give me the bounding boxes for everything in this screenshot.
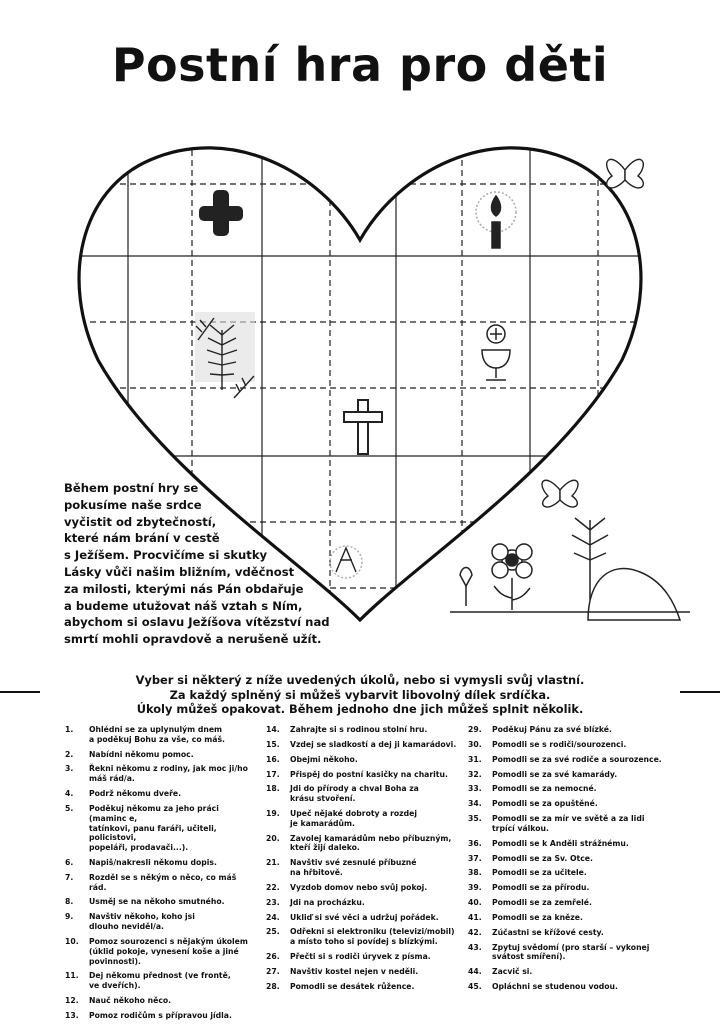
task-text: Pomodli se za kněze.	[492, 912, 583, 922]
flowers-illustration	[450, 518, 690, 620]
task-number: 30.	[468, 739, 482, 749]
task-number: 8.	[65, 897, 74, 907]
task-number: 5.	[65, 803, 74, 813]
task-number: 1.	[65, 725, 74, 734]
task-item	[65, 858, 255, 868]
task-text: Pomodli se za mír ve světě a za lidi trpící válkou.	[492, 814, 645, 833]
intro-line: s Ježíšem. Procvičíme si skutky	[64, 548, 268, 563]
task-text: Zpytuj svědomí (pro starší – vykonej svátost smíření).	[492, 942, 650, 962]
task-number: 15.	[266, 739, 280, 749]
instruction-line: Úkoly můžeš opakovat. Během jednoho dne jich můžeš splnit několik.	[136, 702, 584, 716]
task-text: Zúčastni se křížové cesty.	[492, 927, 604, 937]
task-text: Navštiv kostel nejen v neděli.	[290, 966, 419, 976]
task-item	[266, 913, 466, 923]
task-item	[266, 784, 466, 804]
task-text: Pomodli se k Anděli strážnému.	[492, 838, 629, 848]
task-number: 31.	[468, 754, 482, 764]
task-item	[65, 750, 255, 760]
intro-line: pokusíme naše srdce	[64, 497, 202, 512]
task-number: 9.	[65, 912, 74, 922]
task-item	[468, 799, 668, 809]
task-number: 14.	[266, 725, 280, 734]
task-text: Odřekni si elektroniku (televizi/mobil) a místo toho si povídej s blízkými.	[290, 927, 455, 947]
task-number: 43.	[468, 942, 482, 952]
task-number: 22.	[266, 882, 280, 892]
task-text: Obejmi někoho.	[290, 754, 358, 764]
task-item	[468, 928, 668, 938]
task-text: Navštiv své zesnulé příbuzné na hřbitově.	[290, 858, 417, 878]
task-item	[266, 834, 466, 854]
task-number: 4.	[65, 789, 74, 799]
task-item	[266, 982, 466, 992]
task-item	[65, 725, 255, 745]
butterfly-icon-2	[542, 480, 578, 507]
task-item	[266, 725, 466, 735]
page-title: Postní hra pro děti	[111, 38, 609, 92]
task-number: 26.	[266, 952, 280, 962]
instruction-line: Za každý splněný si můžeš vybarvit libovolný dílek srdíčka.	[169, 687, 551, 702]
task-item	[468, 868, 668, 878]
task-number: 2.	[65, 749, 74, 759]
task-item	[65, 873, 255, 893]
task-text: Pomodli se desátek růžence.	[290, 981, 415, 991]
task-item	[468, 854, 668, 864]
task-number: 12.	[65, 996, 79, 1006]
task-number: 38.	[468, 868, 482, 878]
task-text: Pomodli se za své rodiče a sourozence.	[492, 754, 662, 764]
intro-line: které nám brání v cestě	[64, 531, 220, 546]
task-number: 42.	[468, 927, 482, 937]
task-text: Ohlédni se za uplynulým dnem a poděkuj Bohu za vše, co máš.	[89, 725, 225, 744]
task-item	[468, 770, 668, 780]
task-text: Zavolej kamarádům nebo příbuzným, kteří žijí daleko.	[290, 833, 452, 853]
task-item	[468, 913, 668, 923]
task-text: Jdi do přírody a chval Boha za krásu stvoření.	[290, 784, 419, 804]
task-text: Napiš/nakresli někomu dopis.	[89, 858, 217, 867]
task-item	[266, 740, 466, 750]
task-item	[65, 912, 255, 932]
task-item	[468, 725, 668, 735]
task-number: 34.	[468, 799, 482, 809]
task-item	[65, 897, 255, 907]
task-item	[468, 839, 668, 849]
task-number: 44.	[468, 967, 482, 977]
task-text: Navštiv někoho, koho jsi dlouho neviděl/a.	[89, 912, 195, 932]
task-item	[468, 755, 668, 765]
task-item	[266, 883, 466, 893]
task-text: Usměj se na někoho smutného.	[89, 897, 225, 907]
task-number: 32.	[468, 769, 482, 779]
task-number: 7.	[65, 872, 74, 882]
task-number: 11.	[65, 971, 79, 981]
task-text: Opláchni se studenou vodou.	[492, 982, 618, 992]
task-number: 45.	[468, 982, 482, 992]
task-text: Pomodli se za Sv. Otce.	[492, 853, 593, 863]
intro-line: abychom si oslavu Ježíšova vítězství nad	[64, 615, 330, 630]
task-item	[266, 755, 466, 765]
cross-icon	[344, 400, 382, 454]
task-text: Pomodli se za opuštěné.	[492, 799, 598, 809]
task-number: 19.	[266, 809, 280, 819]
task-number: 20.	[266, 833, 280, 843]
task-text: Poděkuj někomu za jeho práci (maminc e, tatínkovi, panu faráři, učiteli, policistovi, popeláři, prodavači...).	[89, 803, 219, 853]
task-number: 28.	[266, 981, 280, 991]
task-text: Zahrajte si s rodinou stolní hru.	[290, 725, 428, 734]
task-number: 3.	[65, 764, 74, 774]
task-text: Nauč někoho něco.	[89, 996, 172, 1006]
task-number: 6.	[65, 858, 74, 867]
instructions	[0, 673, 720, 717]
task-item	[65, 937, 255, 966]
task-item	[65, 804, 255, 853]
task-item	[65, 1011, 255, 1021]
task-text: Pomoz sourozenci s nějakým úkolem (úklid pokoje, vynesení koše a jiné povinnosti).	[89, 936, 248, 966]
task-number: 10.	[65, 936, 79, 946]
intro-line: a budeme utužovat náš vztah s Ním,	[64, 598, 303, 613]
task-number: 25.	[266, 927, 280, 937]
task-number: 13.	[65, 1010, 79, 1020]
task-text: Poděkuj Pánu za své blízké.	[492, 725, 612, 734]
task-number: 40.	[468, 898, 482, 908]
task-item	[468, 814, 668, 834]
intro-line: Lásky vůči našim bližním, vděčnost	[64, 564, 295, 579]
task-text: Pomodli se za své kamarády.	[492, 769, 618, 779]
task-number: 23.	[266, 897, 280, 907]
task-text: Podrž někomu dveře.	[89, 789, 182, 799]
task-text: Přečti si s rodiči úryvek z písma.	[290, 952, 431, 962]
task-text: Pomodli se za nemocné.	[492, 784, 597, 794]
task-item	[266, 967, 466, 977]
task-number: 18.	[266, 784, 280, 794]
task-item	[266, 809, 466, 829]
task-number: 41.	[468, 912, 482, 922]
task-item	[468, 898, 668, 908]
task-item	[468, 740, 668, 750]
intro-line: vyčistit od zbytečností,	[64, 514, 217, 529]
palm-branch-icon	[195, 312, 255, 398]
task-text: Pomodli se za přírodu.	[492, 883, 590, 893]
task-item	[266, 898, 466, 908]
candle-icon	[476, 192, 516, 248]
intro-line: Během postní hry se	[64, 481, 199, 495]
task-number: 24.	[266, 912, 280, 922]
task-number: 37.	[468, 853, 482, 863]
task-item	[65, 789, 255, 799]
task-text: Ukliď si své věci a udržuj pořádek.	[290, 912, 439, 922]
task-text: Nabídni někomu pomoc.	[89, 749, 194, 759]
butterfly-icon	[607, 159, 644, 187]
intro-line: smrtí mohli opravdově a nerušeně užít.	[64, 632, 322, 647]
task-number: 21.	[266, 858, 280, 868]
task-text: Pomodli se za zemřelé.	[492, 898, 592, 908]
task-number: 29.	[468, 725, 482, 734]
task-text: Řekni někomu z rodiny, jak moc ji/ho máš rád/a.	[89, 764, 248, 784]
task-text: Vzdej se sladkostí a dej ji kamarádovi.	[290, 739, 457, 749]
task-item	[65, 764, 255, 784]
task-text: Zacvič si.	[492, 967, 533, 977]
task-text: Dej někomu přednost (ve frontě, ve dveřích).	[89, 971, 231, 991]
task-item	[65, 971, 255, 991]
task-text: Pomodli se s rodiči/sourozenci.	[492, 739, 627, 749]
task-column-3	[468, 725, 668, 997]
task-number: 39.	[468, 883, 482, 893]
task-text: Přispěj do postní kasičky na charitu.	[290, 769, 448, 779]
task-text: Pomoz rodičům s přípravou jídla.	[89, 1010, 232, 1020]
intro-line: za milosti, kterými nás Pán obdařuje	[64, 581, 304, 596]
task-item	[266, 858, 466, 878]
task-item	[468, 982, 668, 992]
task-item	[468, 784, 668, 794]
task-item	[65, 996, 255, 1006]
task-text: Jdi na procházku.	[290, 897, 365, 907]
task-item	[266, 927, 466, 947]
task-item	[468, 943, 668, 963]
task-number: 27.	[266, 966, 280, 976]
task-column-2	[266, 725, 466, 997]
intro-text	[64, 480, 354, 648]
task-number: 16.	[266, 754, 280, 764]
task-item	[266, 952, 466, 962]
task-item	[468, 967, 668, 977]
instruction-line: Vyber si některý z níže uvedených úkolů, nebo si vymysli svůj vlastní.	[135, 673, 585, 687]
task-number: 17.	[266, 769, 280, 779]
task-text: Vyzdob domov nebo svůj pokoj.	[290, 882, 428, 892]
task-text: Upeč nějaké dobroty a rozdej je kamarádům.	[290, 809, 417, 828]
ash-cross-icon	[199, 190, 243, 236]
task-number: 33.	[468, 784, 482, 794]
chalice-icon	[482, 325, 510, 380]
task-item	[266, 770, 466, 780]
task-number: 36.	[468, 838, 482, 848]
task-number: 35.	[468, 814, 482, 824]
task-column-1	[65, 725, 255, 1026]
task-text: Rozděl se s někým o něco, co máš rád.	[89, 872, 237, 892]
task-item	[468, 883, 668, 893]
task-text: Pomodli se za učitele.	[492, 868, 587, 878]
